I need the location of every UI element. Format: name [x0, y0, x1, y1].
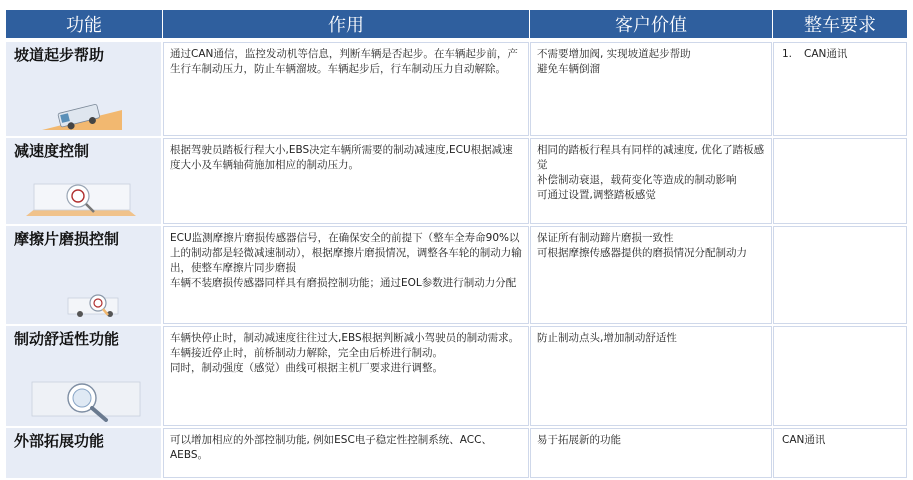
function-name: 坡道起步帮助 [14, 46, 105, 64]
requirement-cell [773, 138, 907, 224]
effect-line: 车辆不装磨损传感器同样具有磨损控制功能；通过EOL参数进行制动力分配 [170, 277, 517, 289]
table-row [6, 428, 907, 478]
customer-value-cell [530, 138, 772, 224]
header-vehicle-requirement: 整车要求 [773, 10, 907, 40]
requirement-cell [773, 226, 907, 324]
requirement-number: 1. [782, 48, 793, 60]
function-name: 制动舒适性功能 [14, 330, 120, 348]
header-function: 功能 [6, 10, 162, 40]
effect-line: 车辆快停止时，制动减速度往往过大,EBS根据判断减小驾驶员的制动需求。 [170, 332, 520, 344]
value-line: 保证所有制动蹄片磨损一致性 [537, 232, 674, 244]
effect-cell [163, 226, 529, 324]
table-row [6, 226, 907, 324]
truck-pedal-icon [26, 178, 136, 220]
customer-value-cell [530, 42, 772, 136]
effect-cell [163, 138, 529, 224]
function-name: 外部拓展功能 [14, 432, 105, 450]
function-cell [6, 326, 162, 426]
customer-value-cell [530, 226, 772, 324]
effect-line: 通过CAN通信，监控发动机等信息，判断车辆是否起步。在车辆起步前，产生行车制动压力，防止车辆溜坡。车辆起步后，行车制动压力自动解除。 [170, 48, 518, 75]
function-cell [6, 226, 162, 324]
effect-line: 可以增加相应的外部控制功能, 例如ESC电子稳定性控制系统、ACC、AEBS。 [170, 434, 492, 461]
truck-on-slope-icon [42, 98, 122, 132]
header-effect: 作用 [163, 10, 529, 40]
magnifier-truck-icon [26, 376, 146, 422]
value-line: 易于拓展新的功能 [537, 434, 621, 446]
customer-value-cell [530, 326, 772, 426]
requirement-text: CAN通讯 [804, 48, 848, 60]
table-row [6, 138, 907, 224]
requirement-cell [773, 326, 907, 426]
effect-line: 同时，制动强度（感觉）曲线可根据主机厂要求进行调整。 [170, 362, 443, 374]
effect-line: 车辆接近停止时，前桥制动力解除，完全由后桥进行制动。 [170, 347, 443, 359]
function-name: 摩擦片磨损控制 [14, 230, 120, 248]
header-customer-value: 客户价值 [530, 10, 772, 40]
requirement-text: CAN通讯 [782, 434, 826, 446]
value-line: 不需要增加阀, 实现坡道起步帮助 [537, 48, 691, 60]
value-line: 相同的踏板行程具有同样的减速度, 优化了踏板感觉 [537, 144, 765, 171]
requirement-cell [773, 428, 907, 478]
function-cell [6, 428, 162, 478]
value-line: 补偿制动衰退，载荷变化等造成的制动影响 [537, 174, 737, 186]
magnifier-wheel-icon [66, 290, 122, 320]
effect-cell [163, 428, 529, 478]
table-row [6, 42, 907, 136]
effect-cell [163, 326, 529, 426]
customer-value-cell [530, 428, 772, 478]
effect-line: ECU监测摩擦片磨损传感器信号，在确保安全的前提下（整车全寿命90%以上的制动都是轻微减速制动），根据摩擦片磨损情况，调整各车轮的制动力输出，使整车摩擦片同步磨损 [170, 232, 522, 274]
function-cell [6, 138, 162, 224]
ebs-feature-table [5, 8, 908, 480]
function-cell [6, 42, 162, 136]
function-name: 减速度控制 [14, 142, 90, 160]
effect-line: 根据驾驶员踏板行程大小,EBS决定车辆所需要的制动减速度,ECU根据减速度大小及车辆轴荷施加相应的制动压力。 [170, 144, 513, 171]
value-line: 防止制动点头,增加制动舒适性 [537, 332, 677, 344]
value-line: 可通过设置,调整踏板感觉 [537, 189, 656, 201]
table-row [6, 326, 907, 426]
requirement-cell [773, 42, 907, 136]
value-line: 避免车辆倒溜 [537, 63, 600, 75]
value-line: 可根据摩擦传感器提供的磨损情况分配制动力 [537, 247, 747, 259]
effect-cell [163, 42, 529, 136]
header-row [6, 10, 907, 40]
